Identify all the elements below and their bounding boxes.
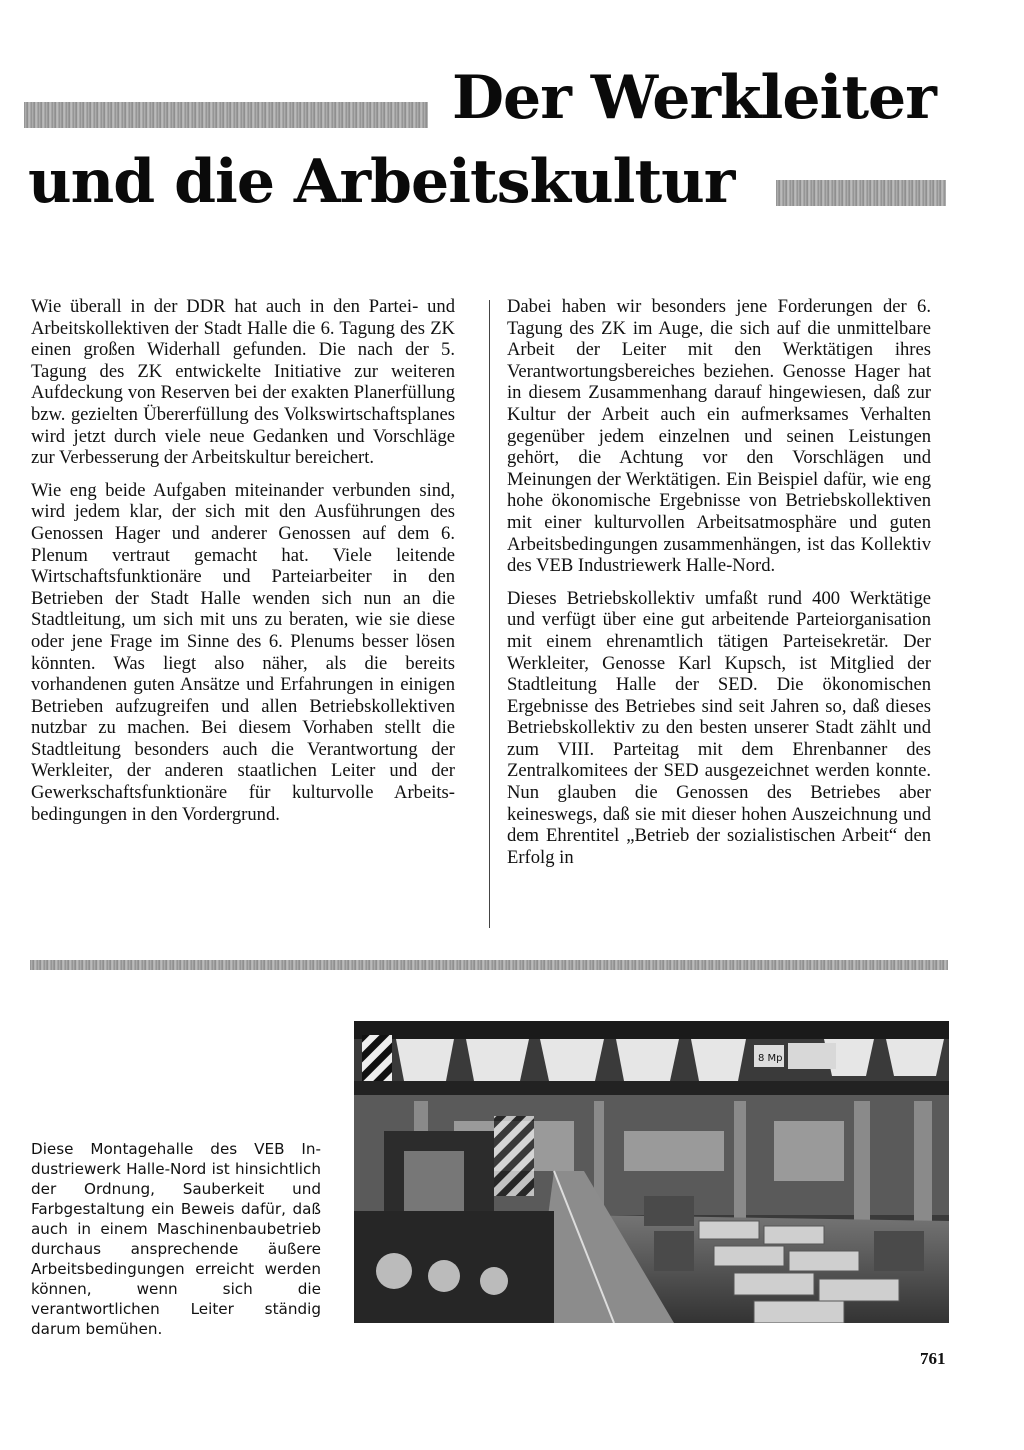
title-rule-right [776, 180, 946, 206]
section-rule [30, 960, 948, 970]
column-divider [489, 300, 490, 928]
photo-caption: Diese Montagehalle des VEB Industriewerk Halle-Nord ist hinsichtlich der Ordnung, Sauberkeit und Farbgestaltung ein Beweis dafür, daß auch in einem Maschinenbaubetrieb durchaus ansprechende äußere Arbeitsbedingungen erreicht werden können, wenn sich die verantwortlichen Leiter ständig darum bemühen. [31, 1140, 321, 1338]
crane-sign-text: 8 Mp [758, 1053, 783, 1064]
assembly-hall-illustration [354, 1021, 949, 1323]
page-number: 761 [920, 1349, 946, 1368]
paragraph: Wie eng beide Aufgaben miteinander verbunden sind, wird jedem klar, der sich mit den Ausführungen des Genossen Hager und anderer Genossen auf dem 6. Plenum vertraut gemacht hat. Viele leitende Wirtschaftsfunktionäre und Parteiarbeiter in den Betrieben der Stadt Halle wenden sich nun an die Stadtleitung, um sich mit uns zu beraten, wie sie diese oder jene Frage im Sinne des 6. Plenums besser lösen könnten. Was liegt also näher, als die bereits vorhandenen guten Ansätze und Erfahrungen in einigen Betrieben aufzugreifen und allen Betriebskollektiven nutzbar zu machen. Bei diesem Vorhaben stellt die Stadtleitung besonders auch die Verantwortung der Werkleiter, der anderen staatlichen Leiter und der Gewerkschaftsfunktionäre für kulturvolle Arbeitsbedingungen in den Vordergrund. [31, 479, 455, 825]
paragraph: Wie überall in der DDR hat auch in den Partei- und Arbeitskollektiven der Stadt Halle die 6. Tagung des ZK einen großen Widerhall gefunden. Die nach der 5. Tagung des ZK entwickelte Initiative zur weiteren Aufdeckung von Reserven bei der exakten Planerfüllung bzw. gezielten Übererfüllung des Volkswirtschaftsplanes wird jetzt durch viele neue Gedanken und Vorschläge zur Verbesserung der Arbeitskultur bereichert. [31, 296, 455, 469]
article-column-left [31, 296, 455, 836]
paragraph: Dabei haben wir besonders jene Forderungen der 6. Tagung des ZK im Auge, die sich auf die unmittelbare Arbeit der Leiter mit den Werktätigen ihres Verantwortungsbereiches beziehen. Genosse Hager hat in diesem Zusammenhang darauf hingewiesen, daß zur Kultur der Arbeit auch ein aufmerksames Verhalten gegenüber jedem einzelnen und seinen Leistungen gehört, die Achtung vor den Vorschlägen und Meinungen der Werktätigen. Ein Beispiel dafür, wie eng hohe ökonomische Ergebnisse von Betriebskollektiven mit einer kulturvollen Arbeitsatmosphäre und guten Arbeitsbedingungen zusammenhängen, ist das Kollektiv des VEB Industriewerk Halle-Nord. [507, 296, 931, 577]
title-rule-left [24, 102, 428, 128]
article-title-line-2: und die Arbeitskultur [28, 147, 735, 217]
paragraph: Dieses Betriebskollektiv umfaßt rund 400 Werktätige und verfügt über eine gut arbeitende Parteiorganisation mit einem ehrenamtlich tätigen Parteisekretär. Der Werkleiter, Genosse Karl Kupsch, ist Mitglied der Stadtleitung Halle der SED. Die ökonomischen Ergebnisse des Betriebes sind seit Jahren so, daß dieses Betriebskollektiv zu den besten unserer Stadt zählt und zum VIII. Parteitag mit dem Ehrenbanner des Zentralkomitees der SED ausgezeichnet werden konnte. Nun glauben die Genossen des Betriebes aber keineswegs, daß sie mit dieser hohen Auszeichnung und dem Ehrentitel „Betrieb der sozialistischen Arbeit“ den Erfolg in [507, 587, 931, 868]
article-column-right [507, 296, 931, 879]
assembly-hall-photo [354, 1021, 949, 1323]
article-title-line-1: Der Werkleiter [452, 63, 936, 133]
